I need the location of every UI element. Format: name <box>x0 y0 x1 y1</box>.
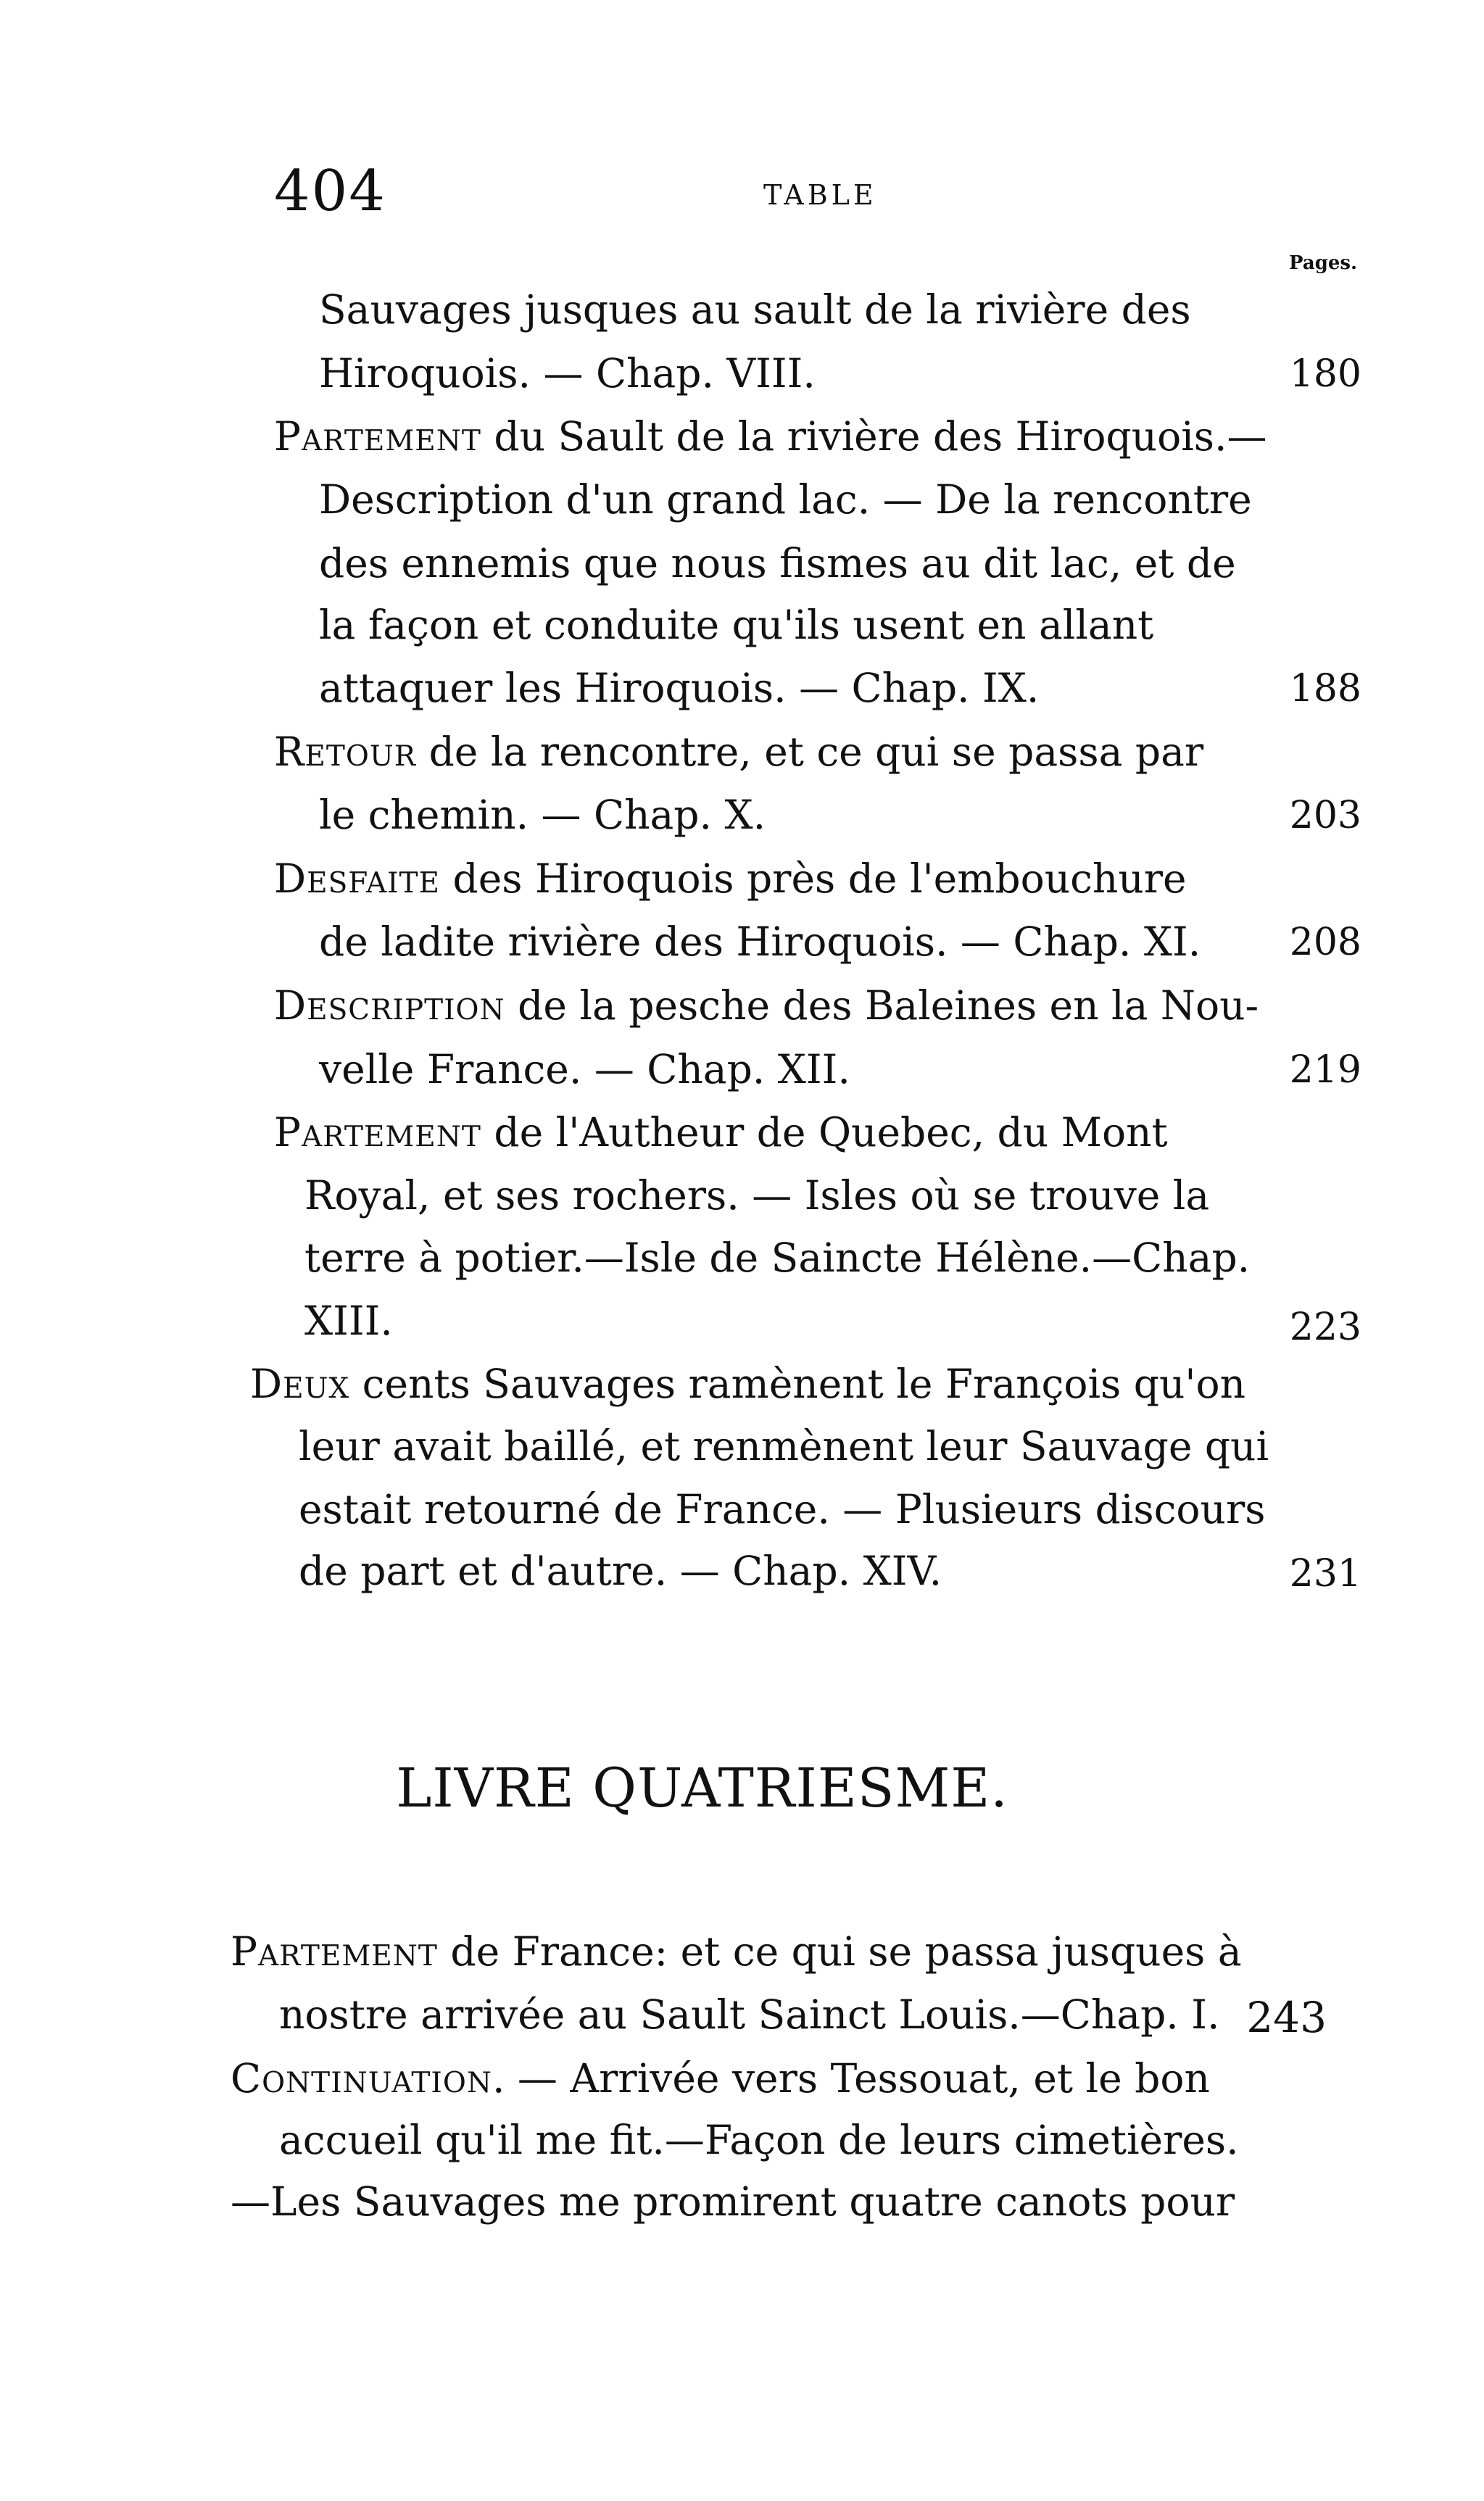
toc-page-ref: 208 <box>1289 921 1361 964</box>
toc-entry-line: des ennemis que nous fismes au dit lac, et de <box>319 540 1236 586</box>
pages-column-label: Pages. <box>1289 252 1358 274</box>
toc-entry-line: la façon et conduite qu'ils usent en allant <box>319 602 1154 648</box>
toc-entry-lead: Desfaite <box>274 855 441 902</box>
toc-entry-line: Description d'un grand lac. — De la rencontre <box>319 476 1252 523</box>
toc-entry-line: de ladite rivière des Hiroquois. — Chap. XI. <box>319 918 1201 965</box>
toc-entry-line: accueil qu'il me fit.—Façon de leurs cimetières. <box>279 2117 1239 2163</box>
running-title: TABLE <box>763 179 877 211</box>
book-heading-text: LIVRE QUATRIESME. <box>396 1757 1008 1820</box>
toc-page-ref: 203 <box>1289 794 1361 837</box>
toc-entry-lead: Deux <box>250 1361 350 1407</box>
toc-entry-line: de part et d'autre. — Chap. XIV. <box>299 1548 942 1594</box>
toc-entry-line <box>274 982 1259 1029</box>
page-number: 404 <box>274 159 386 224</box>
toc-entry-line: attaquer les Hiroquois. — Chap. IX. <box>319 665 1040 711</box>
toc-entry-lead: Partement <box>231 1928 438 1975</box>
toc-entry-line <box>274 855 1187 902</box>
toc-page-ref: 219 <box>1289 1048 1361 1092</box>
toc-entry-text: des Hiroquois près de l'embouchure <box>440 855 1187 902</box>
toc-entry-line <box>231 1928 1242 1975</box>
toc-entry-lead: Partement <box>274 1109 481 1156</box>
toc-entry-text: de la rencontre, et ce qui se passa par <box>416 729 1204 775</box>
toc-page-ref: 188 <box>1289 667 1361 710</box>
toc-entry-text: . — Arrivée vers Tessouat, et le bon <box>492 2055 1210 2102</box>
toc-page-ref: 180 <box>1289 352 1361 396</box>
toc-entry-lead: Retour <box>274 729 417 775</box>
toc-entry-text: de France: et ce qui se passa jusques à <box>437 1928 1242 1975</box>
toc-entry-line <box>250 1361 1246 1407</box>
toc-entry-line: terre à potier.—Isle de Saincte Hélène.—Chap. <box>304 1235 1251 1281</box>
toc-entry-line: estait retourné de France. — Plusieurs discours <box>299 1486 1266 1532</box>
toc-entry-line: Sauvages jusques au sault de la rivière des <box>319 286 1191 333</box>
toc-entry-line: Royal, et ses rochers. — Isles où se trouve la <box>304 1172 1210 1219</box>
toc-entry-text: de l'Autheur de Quebec, du Mont <box>481 1109 1168 1156</box>
toc-entry-line: Hiroquois. — Chap. VIII. <box>319 350 816 397</box>
toc-entry-line: leur avait baillé, et renmènent leur Sauvage qui <box>299 1423 1269 1469</box>
book-heading <box>0 1757 1484 1820</box>
toc-entry-text: cents Sauvages ramènent le François qu'on <box>349 1361 1246 1407</box>
toc-entry-line <box>274 413 1267 460</box>
toc-entry-text: du Sault de la rivière des Hiroquois.— <box>481 413 1267 460</box>
toc-page-ref: 223 <box>1289 1306 1361 1349</box>
toc-entry-lead: Description <box>274 982 505 1029</box>
toc-entry-line <box>274 1109 1168 1156</box>
toc-entry-line: —Les Sauvages me promirent quatre canots pour <box>231 2178 1235 2225</box>
toc-entry-text: de la pesche des Baleines en la Nou- <box>505 982 1259 1029</box>
toc-entry-lead: Partement <box>274 413 481 460</box>
toc-entry-line: le chemin. — Chap. X. <box>319 792 766 838</box>
toc-page-ref: 231 <box>1289 1552 1361 1596</box>
toc-entry-lead: Continuation <box>231 2055 492 2102</box>
toc-entry-line: XIII. <box>304 1298 393 1344</box>
toc-entry-line: nostre arrivée au Sault Sainct Louis.—Chap. I. <box>279 1991 1220 2038</box>
toc-entry-line <box>231 2055 1210 2102</box>
toc-page-ref: 243 <box>1246 1993 1327 2042</box>
toc-entry-line: velle France. — Chap. XII. <box>319 1046 850 1092</box>
toc-entry-line <box>274 729 1204 775</box>
